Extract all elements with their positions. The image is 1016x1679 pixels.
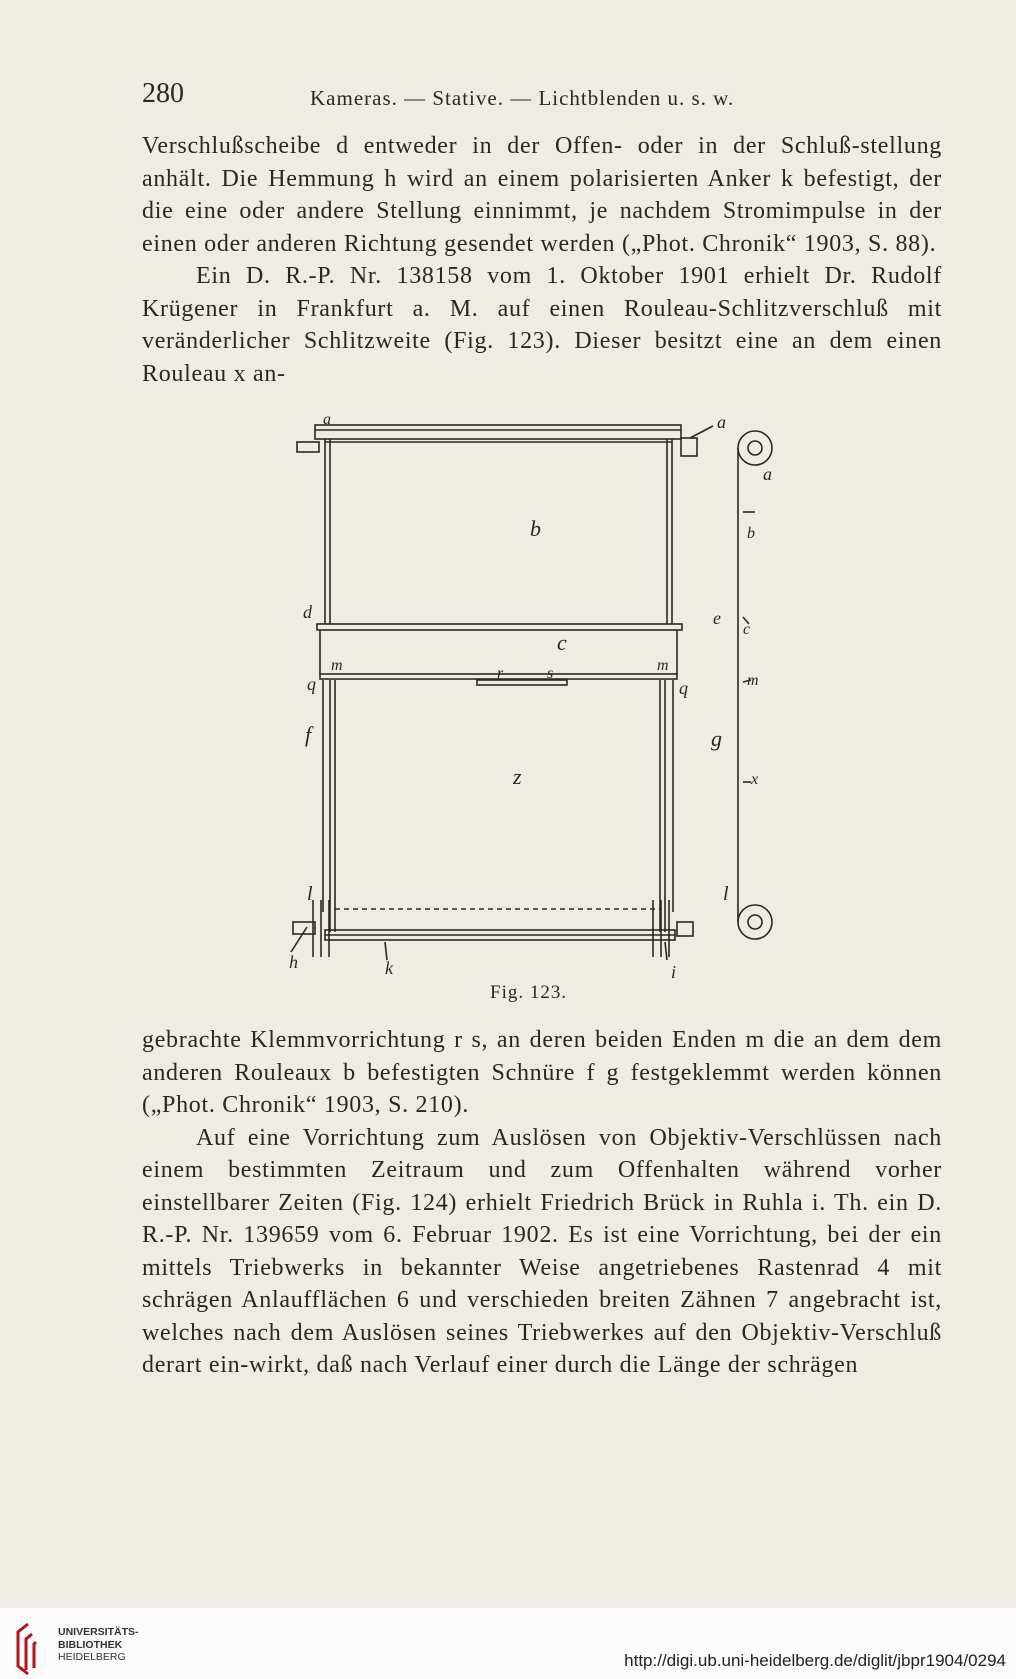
label-x: x (751, 771, 759, 788)
paragraph: Verschlußscheibe d entweder in der Offen- oder in der Schluß-stellung anhält. Die Hemmung h wird an einem polarisierten Anker k befestigt, der die eine oder andere Stellung einnimmt, je nachdem Stromimpulse in der einen oder anderen Richtung gesendet werden („Phot. Chronik“ 1903, S. 88). (142, 133, 942, 257)
bar-c (317, 624, 682, 630)
label-s: s (547, 665, 554, 682)
library-line1: UNIVERSITÄTS- (58, 1626, 139, 1638)
source-url-link[interactable]: http://digi.ub.uni-heidelberg.de/diglit/jbpr1904/0294 (624, 1651, 1006, 1670)
label-b-center: b (530, 516, 541, 541)
label-g: g (711, 726, 722, 751)
label-z: z (513, 764, 522, 789)
label-k: k (385, 958, 393, 978)
label-e: e (713, 608, 721, 628)
label-q-left: q (307, 674, 316, 694)
label-f: f (305, 722, 312, 747)
paragraph: Auf eine Vorrichtung zum Auslösen von Objektiv-Verschlüssen nach einem bestimmten Zeitraum und zum Offenhalten während vorher einstellbarer Zeiten (Fig. 124) erhielt Friedrich Brück in Ruhla i. Th. ein D. R.-P. Nr. 139659 vom 6. Februar 1902. Es ist eine Vorrichtung, bei der ein mittels Triebwerks in bekannter Weise angetriebenes Rastenrad 4 mit schrägen Anlaufflächen 6 und verschieden breiten Zähnen 7 angebracht ist, welches nach dem Auslösen seines Triebwerkes auf den Objektiv-Verschluß derart ein-wirkt, daß nach Verlauf einer durch die Länge der schrägen (142, 1124, 942, 1378)
library-line2: BIBLIOTHEK (58, 1638, 123, 1651)
university-logo-icon (10, 1620, 50, 1676)
footer-bar (0, 1608, 1016, 1679)
figure-caption: Fig. 123. (490, 982, 568, 1003)
page-number: 280 (142, 78, 184, 109)
top-right-spindle (681, 438, 697, 456)
page-header (142, 78, 947, 118)
text-block-top (142, 130, 942, 390)
label-r: r (497, 665, 504, 682)
top-left-spindle (297, 442, 319, 452)
clamp-rs (477, 680, 567, 685)
bottom-right-spindle (677, 922, 693, 936)
bottom-pulley (738, 905, 772, 939)
library-line3: HEIDELBERG (58, 1651, 126, 1663)
label-m-right: m (657, 657, 669, 674)
label-l-right: l (723, 883, 729, 905)
label-a-circle: a (763, 464, 772, 484)
top-roller (315, 425, 681, 439)
label-l-left: l (307, 883, 313, 905)
library-name (58, 1626, 139, 1664)
label-i: i (671, 962, 677, 982)
label-b-right: b (747, 525, 755, 542)
label-c-center: c (557, 630, 567, 655)
label-m-far: m (747, 672, 759, 689)
paragraph: Ein D. R.-P. Nr. 138158 vom 1. Oktober 1901 erhielt Dr. Rudolf Krügener in Frankfurt a. M. auf einen Rouleau-Schlitzverschluß mit veränderlicher Schlitzweite (Fig. 123). Dieser besitzt eine an dem einen Rouleau x an- (142, 263, 942, 387)
label-c-right: c (743, 621, 751, 638)
running-head: Kameras. — Stative. — Lichtblenden u. s. w. (310, 86, 735, 110)
label-m-left: m (331, 657, 343, 674)
paragraph: gebrachte Klemmvorrichtung r s, an deren beiden Enden m die an dem dem anderen Rouleaux b befestigten Schnüre f g festgeklemmt werden können („Phot. Chronik“ 1903, S. 210). (142, 1027, 942, 1118)
figure-123-diagram (285, 412, 795, 984)
label-a-right: a (717, 412, 726, 432)
label-q-right: q (679, 678, 688, 698)
label-d: d (303, 602, 312, 622)
label-h: h (289, 952, 298, 972)
label-a-top: a (323, 412, 331, 428)
text-block-bottom (142, 1024, 942, 1382)
top-pulley (738, 431, 772, 465)
